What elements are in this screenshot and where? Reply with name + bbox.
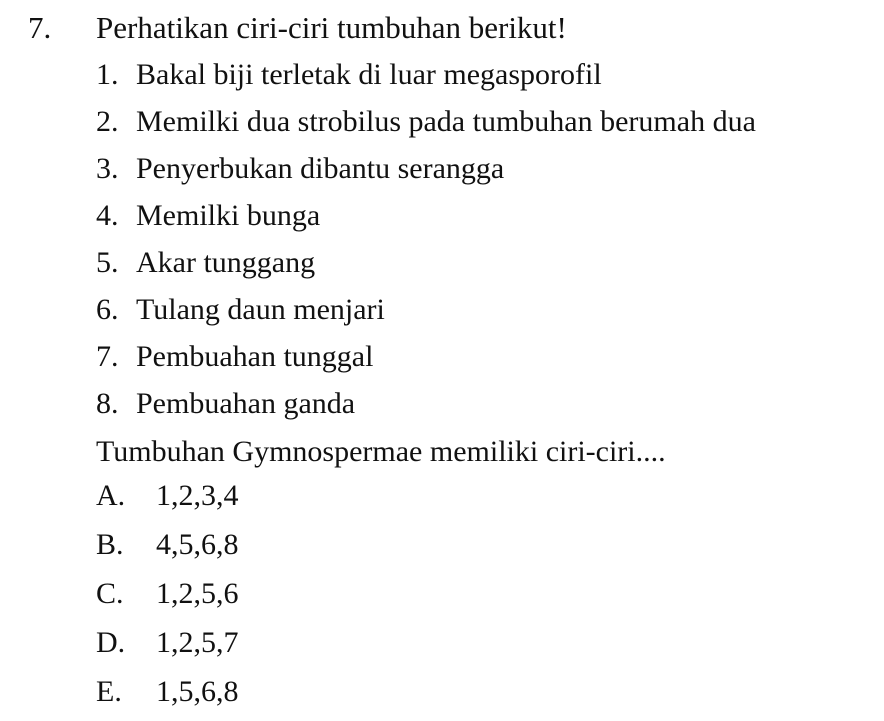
item-number: 5.	[96, 246, 119, 279]
answer-option-b[interactable]	[96, 525, 239, 574]
option-text: 1,2,5,7	[156, 626, 239, 659]
item-text: Penyerbukan dibantu serangga	[136, 152, 505, 185]
item-text: Akar tunggang	[136, 246, 316, 279]
item-number: 2.	[96, 105, 119, 138]
item-text: Memilki dua strobilus pada tumbuhan berumah dua	[136, 105, 756, 138]
question-prompt: Tumbuhan Gymnospermae memiliki ciri-ciri....	[96, 435, 666, 468]
item-number: 1.	[96, 58, 119, 91]
option-letter: B.	[96, 528, 124, 561]
option-text: 4,5,6,8	[156, 528, 239, 561]
list-item	[96, 102, 756, 149]
item-text: Tulang daun menjari	[136, 293, 385, 326]
answer-option-e[interactable]	[96, 672, 239, 721]
option-letter: A.	[96, 479, 126, 512]
item-number: 4.	[96, 199, 119, 232]
list-item	[96, 149, 756, 196]
answer-option-c[interactable]	[96, 574, 239, 623]
item-number: 7.	[96, 340, 119, 373]
list-item	[96, 196, 756, 243]
item-number: 8.	[96, 387, 119, 420]
list-item	[96, 55, 756, 102]
answer-options	[96, 476, 239, 721]
option-text: 1,5,6,8	[156, 675, 239, 708]
item-text: Pembuahan tunggal	[136, 340, 374, 373]
item-text: Bakal biji terletak di luar megasporofil	[136, 58, 602, 91]
list-item	[96, 384, 756, 431]
option-letter: D.	[96, 626, 126, 659]
characteristics-list	[96, 55, 756, 431]
list-item	[96, 290, 756, 337]
item-text: Memilki bunga	[136, 199, 321, 232]
item-text: Pembuahan ganda	[136, 387, 356, 420]
list-item	[96, 337, 756, 384]
question-stem: Perhatikan ciri-ciri tumbuhan berikut!	[96, 10, 567, 45]
answer-option-d[interactable]	[96, 623, 239, 672]
item-number: 6.	[96, 293, 119, 326]
option-text: 1,2,5,6	[156, 577, 239, 610]
option-letter: C.	[96, 577, 124, 610]
item-number: 3.	[96, 152, 119, 185]
answer-option-a[interactable]	[96, 476, 239, 525]
option-letter: E.	[96, 675, 122, 708]
option-text: 1,2,3,4	[156, 479, 239, 512]
question-number: 7.	[28, 10, 52, 45]
list-item	[96, 243, 756, 290]
